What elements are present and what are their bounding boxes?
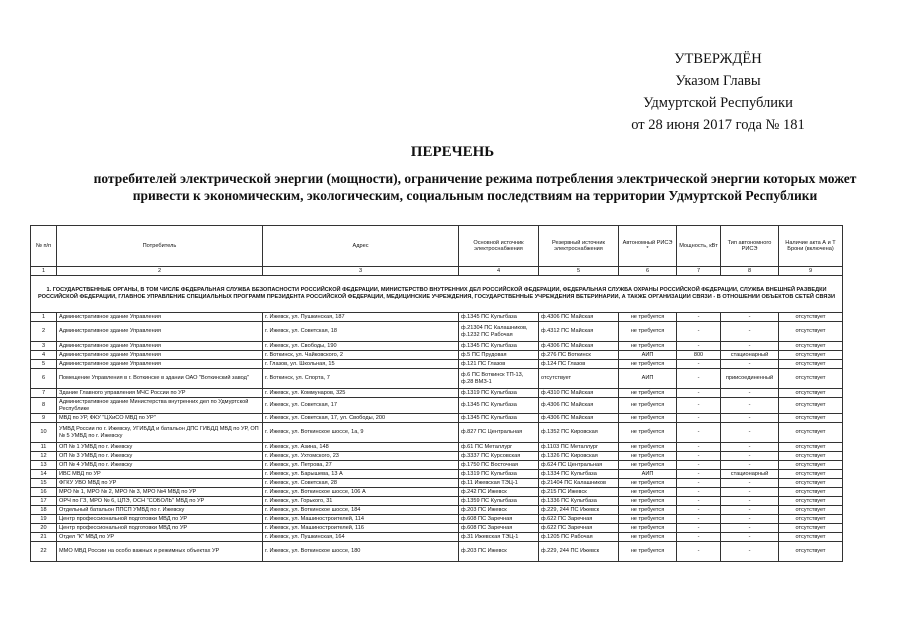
row-reserve-source: ф.215 ПС Ижевск <box>539 488 619 497</box>
row-number: 18 <box>31 506 57 515</box>
row-act: отсутствует <box>779 524 843 533</box>
row-reserve-source: ф.1334 ПС Культбаза <box>539 470 619 479</box>
row-act: отсутствует <box>779 398 843 414</box>
row-address: г. Ижевск, ул. Пушкинская, 164 <box>263 533 459 542</box>
row-autonomous-type: приисоединенный <box>721 369 779 389</box>
row-power: - <box>677 452 721 461</box>
approval-line-3: Удмуртской Республики <box>643 95 793 111</box>
header-consumer: Потребитель <box>57 226 263 267</box>
row-power: - <box>677 461 721 470</box>
row-address: г. Ижевск, ул. Свободы, 190 <box>263 342 459 351</box>
row-reserve-source: ф.1336 ПС Культбаза <box>539 497 619 506</box>
row-autonomous-type: - <box>721 423 779 443</box>
row-power: - <box>677 414 721 423</box>
row-number: 3 <box>31 342 57 351</box>
row-reserve-source: ф.624 ПС Центральная <box>539 461 619 470</box>
column-number: 1 <box>31 267 57 276</box>
row-autonomous: не требуется <box>619 423 677 443</box>
row-main-source: ф.21304 ПС Калашников, ф.1232 ПС Рабочая <box>459 322 539 342</box>
row-act: отсутствует <box>779 423 843 443</box>
table-row <box>31 351 843 360</box>
row-number: 1 <box>31 313 57 322</box>
row-reserve-source: ф.4306 ПС Майская <box>539 342 619 351</box>
row-number: 15 <box>31 479 57 488</box>
row-address: г. Ижевск, ул. Воткинское шоссе, 1а, 9 <box>263 423 459 443</box>
row-autonomous: не требуется <box>619 524 677 533</box>
row-address: г. Ижевск, ул. Советская, 28 <box>263 479 459 488</box>
row-address: г. Ижевск, ул. Машиностроителей, 114 <box>263 515 459 524</box>
row-autonomous-type: - <box>721 497 779 506</box>
row-autonomous-type: стационарный <box>721 351 779 360</box>
row-main-source: ф.1750 ПС Восточная <box>459 461 539 470</box>
column-number: 7 <box>677 267 721 276</box>
row-power: - <box>677 506 721 515</box>
row-power: - <box>677 313 721 322</box>
row-autonomous-type: - <box>721 398 779 414</box>
row-autonomous-type: - <box>721 479 779 488</box>
row-main-source: ф.608 ПС Заречная <box>459 515 539 524</box>
row-consumer: МВД по УР, ФКУ "ЦХиСО МВД по УР" <box>57 414 263 423</box>
row-act: отсутствует <box>779 515 843 524</box>
row-power: - <box>677 423 721 443</box>
row-reserve-source: ф.21404 ПС Калашников <box>539 479 619 488</box>
row-address: г. Ижевск, ул. Коммунаров, 325 <box>263 389 459 398</box>
row-address: г. Глазов, ул. Школьная, 15 <box>263 360 459 369</box>
row-autonomous: не требуется <box>619 398 677 414</box>
row-act: отсутствует <box>779 452 843 461</box>
table-row <box>31 515 843 524</box>
row-number: 5 <box>31 360 57 369</box>
table-header-row <box>31 226 843 267</box>
row-address: г. Ижевск, ул. Пушкинская, 187 <box>263 313 459 322</box>
row-power: - <box>677 524 721 533</box>
column-number-row <box>31 267 843 276</box>
row-number: 17 <box>31 497 57 506</box>
approval-line-4: от 28 июня 2017 года № 181 <box>631 117 805 133</box>
row-act: отсутствует <box>779 497 843 506</box>
header-number: № п/п <box>31 226 57 267</box>
row-address: г. Ижевск, ул. Ухтомского, 23 <box>263 452 459 461</box>
row-power: - <box>677 515 721 524</box>
row-consumer: Отдел "К" МВД по УР <box>57 533 263 542</box>
row-reserve-source: ф.4312 ПС Майская <box>539 322 619 342</box>
row-consumer: Административное здание Управления <box>57 322 263 342</box>
row-consumer: Здание Главного управления МЧС России по УР <box>57 389 263 398</box>
row-autonomous-type: - <box>721 313 779 322</box>
row-main-source: ф.1345 ПС Культбаза <box>459 313 539 322</box>
row-autonomous-type: - <box>721 452 779 461</box>
column-number: 4 <box>459 267 539 276</box>
table-row <box>31 542 843 562</box>
row-reserve-source: ф.1103 ПС Металлург <box>539 443 619 452</box>
row-autonomous: не требуется <box>619 515 677 524</box>
row-number: 22 <box>31 542 57 562</box>
row-autonomous: не требуется <box>619 313 677 322</box>
column-number: 3 <box>263 267 459 276</box>
row-main-source: ф.1345 ПС Культбаза <box>459 414 539 423</box>
table-row <box>31 470 843 479</box>
row-consumer: ОП № 1 УМВД по г. Ижевску <box>57 443 263 452</box>
row-address: г. Ижевск, ул. Воткинское шоссе, 184 <box>263 506 459 515</box>
row-main-source: ф.1359 ПС Культбаза <box>459 497 539 506</box>
row-main-source: ф.5 ПС Прудовая <box>459 351 539 360</box>
row-address: г. Ижевск, ул. Петрова, 27 <box>263 461 459 470</box>
row-autonomous: не требуется <box>619 389 677 398</box>
row-main-source: ф.11 Ижевская ТЭЦ-1 <box>459 479 539 488</box>
row-reserve-source: ф.4310 ПС Майская <box>539 389 619 398</box>
table-row <box>31 342 843 351</box>
row-autonomous: не требуется <box>619 533 677 542</box>
table-row <box>31 313 843 322</box>
section-heading: 1. ГОСУДАРСТВЕННЫЕ ОРГАНЫ, В ТОМ ЧИСЛЕ ФЕДЕРАЛЬНАЯ СЛУЖБА БЕЗОПАСНОСТИ РОССИЙСКОЙ ФЕДЕРАЦИИ, МИНИСТЕРСТВО ВНУТРЕННИХ ДЕЛ РОССИЙСКОЙ ФЕДЕРАЦИИ, ФЕДЕРАЛЬНАЯ СЛУЖБА ОХРАНЫ РОССИЙСКОЙ ФЕДЕРАЦИИ, СЛУЖБА ВНЕШНЕЙ РАЗВЕДКИ РОССИЙСКОЙ ФЕДЕРАЦИИ, ГЛАВНОЕ УПРАВЛЕНИЕ СПЕЦИАЛЬНЫХ ПРОГРАММ ПРЕЗИДЕНТА РОССИЙСКОЙ ФЕДЕРАЦИИ, МЕДИЦИНСКИЕ УЧРЕЖДЕНИЯ, ГОСУДАРСТВЕННЫЕ УЧРЕЖДЕНИЯ ВЕТЕРИНАРИИ, А ТАКЖЕ ОРГАНИЗАЦИИ СВЯЗИ - В ОТНОШЕНИИ ОБЪЕКТОВ СЕТЕЙ СВЯЗИ <box>31 276 843 313</box>
consumers-table <box>30 225 843 562</box>
row-consumer: ИВС МВД по УР <box>57 470 263 479</box>
row-address: г. Ижевск, ул. Азина, 148 <box>263 443 459 452</box>
row-consumer: ОРЧ по ГЗ, МРО № 6, ЦПЭ, ОСН "СОБОЛЬ" МВД по УР <box>57 497 263 506</box>
row-power: - <box>677 342 721 351</box>
row-main-source: ф.203 ПС Ижевск <box>459 542 539 562</box>
row-number: 2 <box>31 322 57 342</box>
row-number: 14 <box>31 470 57 479</box>
row-power: - <box>677 369 721 389</box>
table-row <box>31 369 843 389</box>
row-number: 9 <box>31 414 57 423</box>
row-reserve-source: ф.1205 ПС Рабочая <box>539 533 619 542</box>
row-address: г. Ижевск, ул. Советская, 17 <box>263 398 459 414</box>
column-number: 2 <box>57 267 263 276</box>
row-reserve-source: ф.4306 ПС Майская <box>539 414 619 423</box>
table-row <box>31 398 843 414</box>
row-power: 800 <box>677 351 721 360</box>
table-row <box>31 479 843 488</box>
row-reserve-source: ф.1326 ПС Кировская <box>539 452 619 461</box>
row-power: - <box>677 389 721 398</box>
row-address: г. Ижевск, ул. Воткинское шоссе, 106 А <box>263 488 459 497</box>
row-address: г. Ижевск, ул. Советская, 17, ул. Свободы, 200 <box>263 414 459 423</box>
row-autonomous: не требуется <box>619 414 677 423</box>
row-autonomous-type: - <box>721 524 779 533</box>
row-autonomous-type: - <box>721 506 779 515</box>
row-consumer: Центр профессиональной подготовки МВД по УР <box>57 524 263 533</box>
row-address: г. Ижевск, ул. Барышева, 13 А <box>263 470 459 479</box>
row-number: 10 <box>31 423 57 443</box>
row-consumer: ОП № 3 УМВД по г. Ижевску <box>57 452 263 461</box>
row-main-source: ф.121 ПС Глазов <box>459 360 539 369</box>
row-autonomous-type: - <box>721 443 779 452</box>
row-number: 20 <box>31 524 57 533</box>
row-autonomous-type: - <box>721 414 779 423</box>
row-power: - <box>677 443 721 452</box>
row-power: - <box>677 479 721 488</box>
header-act: Наличие акта А и Т Брони (включена) <box>779 226 843 267</box>
approval-line-1: УТВЕРЖДЁН <box>674 51 762 67</box>
row-address: г. Ижевск, ул. Машиностроителей, 116 <box>263 524 459 533</box>
row-number: 16 <box>31 488 57 497</box>
table-row <box>31 389 843 398</box>
row-power: - <box>677 398 721 414</box>
row-autonomous-type: - <box>721 322 779 342</box>
row-main-source: ф.1319 ПС Культбаза <box>459 470 539 479</box>
section-heading-row <box>31 276 843 313</box>
row-power: - <box>677 322 721 342</box>
row-power: - <box>677 497 721 506</box>
row-autonomous: АИП <box>619 369 677 389</box>
row-main-source: ф.1345 ПС Культбаза <box>459 398 539 414</box>
table-row <box>31 360 843 369</box>
row-reserve-source: отсутствует <box>539 369 619 389</box>
row-reserve-source: ф.622 ПС Заречная <box>539 524 619 533</box>
row-number: 8 <box>31 398 57 414</box>
row-consumer: Административное здание Управления <box>57 351 263 360</box>
row-autonomous: не требуется <box>619 497 677 506</box>
row-autonomous-type: - <box>721 488 779 497</box>
column-number: 8 <box>721 267 779 276</box>
table-row <box>31 461 843 470</box>
row-autonomous: не требуется <box>619 461 677 470</box>
row-act: отсутствует <box>779 479 843 488</box>
row-act: отсутствует <box>779 461 843 470</box>
row-consumer: МРО № 1, МРО № 2, МРО № 3, МРО №4 МВД по УР <box>57 488 263 497</box>
row-address: г. Ижевск, ул. Советская, 18 <box>263 322 459 342</box>
row-autonomous: не требуется <box>619 322 677 342</box>
row-consumer: Помещение Управления в г. Воткинске в здании ОАО "Воткинский завод" <box>57 369 263 389</box>
row-reserve-source: ф.229, 244 ПС Ижевск <box>539 506 619 515</box>
table-row <box>31 506 843 515</box>
row-number: 12 <box>31 452 57 461</box>
row-autonomous: не требуется <box>619 506 677 515</box>
row-power: - <box>677 488 721 497</box>
row-number: 7 <box>31 389 57 398</box>
row-main-source: ф.242 ПС Ижевск <box>459 488 539 497</box>
row-autonomous: не требуется <box>619 443 677 452</box>
row-consumer: Центр профессиональной подготовки МВД по УР <box>57 515 263 524</box>
row-consumer: Административное здание Управления <box>57 360 263 369</box>
row-power: - <box>677 360 721 369</box>
row-act: отсутствует <box>779 313 843 322</box>
row-autonomous: не требуется <box>619 360 677 369</box>
row-reserve-source: ф.124 ПС Глазов <box>539 360 619 369</box>
row-number: 4 <box>31 351 57 360</box>
row-number: 13 <box>31 461 57 470</box>
row-main-source: ф.608 ПС Заречная <box>459 524 539 533</box>
row-number: 6 <box>31 369 57 389</box>
approval-block <box>598 48 838 136</box>
row-act: отсутствует <box>779 369 843 389</box>
row-power: - <box>677 470 721 479</box>
row-autonomous-type: - <box>721 342 779 351</box>
row-number: 11 <box>31 443 57 452</box>
row-consumer: ОП № 4 УМВД по г. Ижевску <box>57 461 263 470</box>
row-act: отсутствует <box>779 542 843 562</box>
table-row <box>31 488 843 497</box>
row-autonomous: не требуется <box>619 488 677 497</box>
row-main-source: ф.61 ПС Металлург <box>459 443 539 452</box>
table-row <box>31 443 843 452</box>
row-consumer: Административное здание Министерства внутренних дел по Удмуртской Республике <box>57 398 263 414</box>
table-row <box>31 423 843 443</box>
row-autonomous-type: стационарный <box>721 470 779 479</box>
row-main-source: ф.1319 ПС Культбаза <box>459 389 539 398</box>
row-reserve-source: ф.622 ПС Заречная <box>539 515 619 524</box>
row-act: отсутствует <box>779 470 843 479</box>
row-autonomous-type: - <box>721 360 779 369</box>
row-autonomous: не требуется <box>619 452 677 461</box>
table-row <box>31 533 843 542</box>
row-autonomous: АИП <box>619 351 677 360</box>
row-reserve-source: ф.1352 ПС Кировская <box>539 423 619 443</box>
row-reserve-source: ф.4306 ПС Майская <box>539 313 619 322</box>
row-main-source: ф.203 ПС Ижевск <box>459 506 539 515</box>
row-autonomous-type: - <box>721 461 779 470</box>
row-consumer: Административное здание Управления <box>57 313 263 322</box>
row-autonomous: не требуется <box>619 342 677 351</box>
row-main-source: ф.827 ПС Центральная <box>459 423 539 443</box>
row-autonomous-type: - <box>721 542 779 562</box>
row-autonomous: АИП <box>619 470 677 479</box>
header-main-source: Основной источник электроснабжения <box>459 226 539 267</box>
row-main-source: ф.1345 ПС Культбаза <box>459 342 539 351</box>
row-act: отсутствует <box>779 488 843 497</box>
row-address: г. Воткинск, ул. Чайковского, 2 <box>263 351 459 360</box>
document-title: ПЕРЕЧЕНЬ <box>410 144 495 160</box>
row-reserve-source: ф.4306 ПС Майская <box>539 398 619 414</box>
header-address: Адрес <box>263 226 459 267</box>
document-subtitle: потребителей электрической энергии (мощности), ограничение режима потребления электрической энергии которых может привести к экономическим, экологическим, социальным последствиям на территории Удмуртской Республики <box>93 171 857 203</box>
table-row <box>31 524 843 533</box>
row-power: - <box>677 533 721 542</box>
row-act: отсутствует <box>779 351 843 360</box>
row-address: г. Ижевск, ул. Воткинское шоссе, 180 <box>263 542 459 562</box>
row-consumer: ММО МВД России на особо важных и режимных объектах УР <box>57 542 263 562</box>
row-address: г. Воткинск, ул. Спорта, 7 <box>263 369 459 389</box>
row-autonomous-type: - <box>721 515 779 524</box>
row-act: отсутствует <box>779 414 843 423</box>
row-act: отсутствует <box>779 342 843 351</box>
row-act: отсутствует <box>779 506 843 515</box>
row-consumer: ФГКУ УВО МВД по УР <box>57 479 263 488</box>
row-address: г. Ижевск, ул. Горького, 31 <box>263 497 459 506</box>
header-power: Мощность, кВт <box>677 226 721 267</box>
row-autonomous-type: - <box>721 533 779 542</box>
row-act: отсутствует <box>779 360 843 369</box>
table-row <box>31 322 843 342</box>
row-number: 19 <box>31 515 57 524</box>
row-number: 21 <box>31 533 57 542</box>
header-autonomous-type: Тип автономного РИСЭ <box>721 226 779 267</box>
row-power: - <box>677 542 721 562</box>
row-consumer: Административное здание Управления <box>57 342 263 351</box>
column-number: 9 <box>779 267 843 276</box>
header-autonomous: Автономный РИСЭ * <box>619 226 677 267</box>
row-autonomous: не требуется <box>619 479 677 488</box>
row-reserve-source: ф.229, 244 ПС Ижевск <box>539 542 619 562</box>
row-act: отсутствует <box>779 533 843 542</box>
row-act: отсутствует <box>779 443 843 452</box>
row-main-source: ф.31 Ижевская ТЭЦ-1 <box>459 533 539 542</box>
row-consumer: УМВД России по г. Ижевску, УГИБДД и батальон ДПС ГИБДД МВД по УР, ОП № 5 УМВД по г. Ижевску <box>57 423 263 443</box>
row-act: отсутствует <box>779 389 843 398</box>
header-reserve-source: Резервный источник электроснабжения <box>539 226 619 267</box>
row-consumer: Отдельный батальон ППСП УМВД по г. Ижевску <box>57 506 263 515</box>
row-main-source: ф.6 ПС Воткинск ТП-13, ф.28 ВМЗ-1 <box>459 369 539 389</box>
column-number: 5 <box>539 267 619 276</box>
row-autonomous-type: - <box>721 389 779 398</box>
approval-line-2: Указом Главы <box>675 73 761 89</box>
row-reserve-source: ф.276 ПС Воткинск <box>539 351 619 360</box>
table-row <box>31 414 843 423</box>
row-main-source: ф.3337 ПС Курсовская <box>459 452 539 461</box>
table-row <box>31 497 843 506</box>
table-row <box>31 452 843 461</box>
column-number: 6 <box>619 267 677 276</box>
row-act: отсутствует <box>779 322 843 342</box>
row-autonomous: не требуется <box>619 542 677 562</box>
